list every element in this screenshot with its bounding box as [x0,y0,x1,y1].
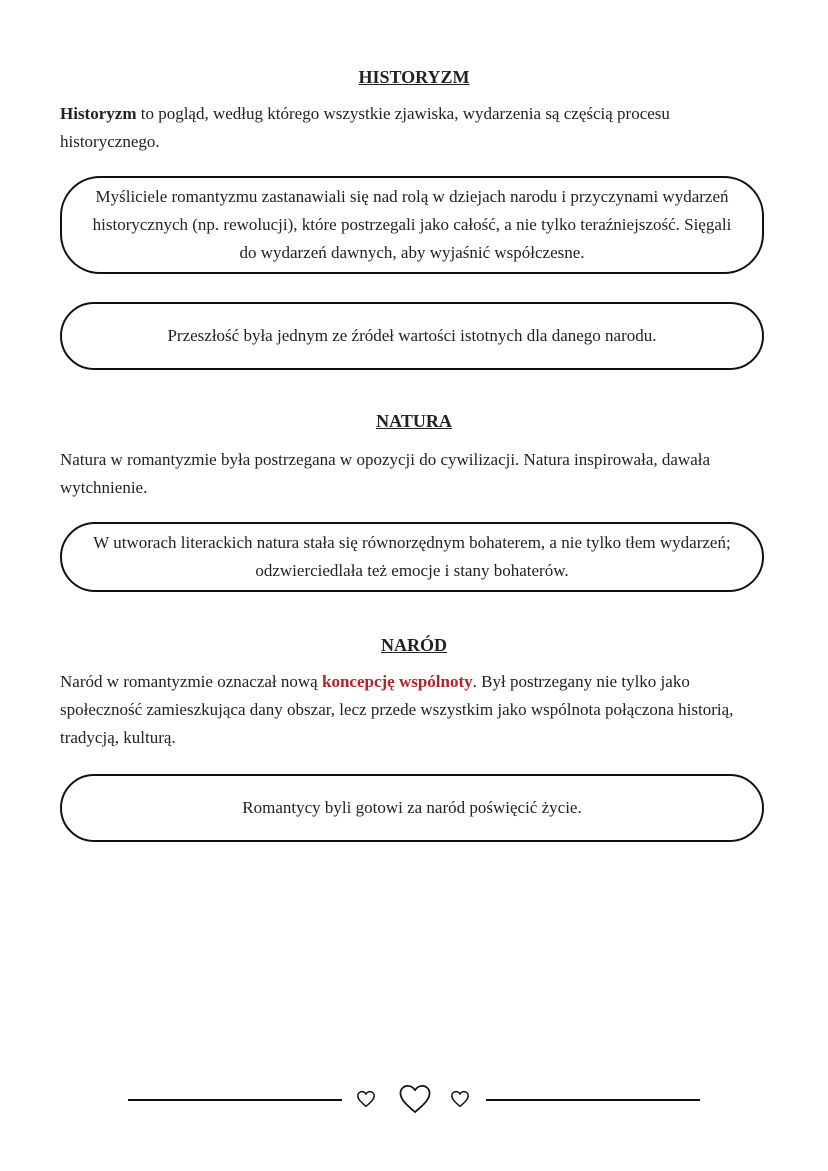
narod-intro-after: . Był postrzegany nie tylko jako społeczność zamieszkująca dany obszar, lecz przede wszystkim jako wspólnota połączona historią, tradycją, kulturą. [60,672,734,747]
historyzm-callout-2 [60,302,764,370]
footer-divider-left [128,1099,342,1101]
heading-historyzm: HISTORYZM [358,67,470,87]
narod-callout-1-text: Romantycy byli gotowi za naród poświęcić życie. [242,798,582,817]
historyzm-callout-1 [60,176,764,274]
narod-intro [60,668,770,752]
natura-callout-1 [60,522,764,592]
historyzm-term: Historyzm [60,104,137,123]
natura-callout-1-text: W utworach literackich natura stała się równorzędnym bohaterem, a nie tylko tłem wydarzeń; odzwierciedlała też emocje i stany bohaterów. [93,533,731,580]
historyzm-intro [60,100,770,156]
narod-callout-1 [60,774,764,842]
natura-intro: Natura w romantyzmie była postrzegana w opozycji do cywilizacji. Natura inspirowała, dawała wytchnienie. [60,450,711,497]
historyzm-callout-2-text: Przeszłość była jednym ze źródeł wartości istotnych dla danego narodu. [167,326,657,345]
heart-outline-icon [396,1083,434,1115]
footer-divider-right [486,1099,700,1101]
narod-intro-before: Naród w romantyzmie oznaczał nową [60,672,322,691]
historyzm-definition: to pogląd, według którego wszystkie zjawiska, wydarzenia są częścią procesu historycznego. [60,104,670,151]
heading-natura: NATURA [376,411,452,431]
narod-highlight: koncepcję wspólnoty [321,672,473,691]
heading-narod: NARÓD [381,635,447,655]
historyzm-callout-1-text: Myśliciele romantyzmu zastanawiali się nad rolą w dziejach narodu i przyczynami wydarzeń historycznych (np. rewolucji), które postrzegali jako całość, a nie tylko teraźniejszość. Sięgali do wydarzeń dawnych, aby wyjaśnić współczesne. [92,187,732,262]
heart-outline-icon [450,1090,470,1108]
heart-outline-icon [356,1090,376,1108]
